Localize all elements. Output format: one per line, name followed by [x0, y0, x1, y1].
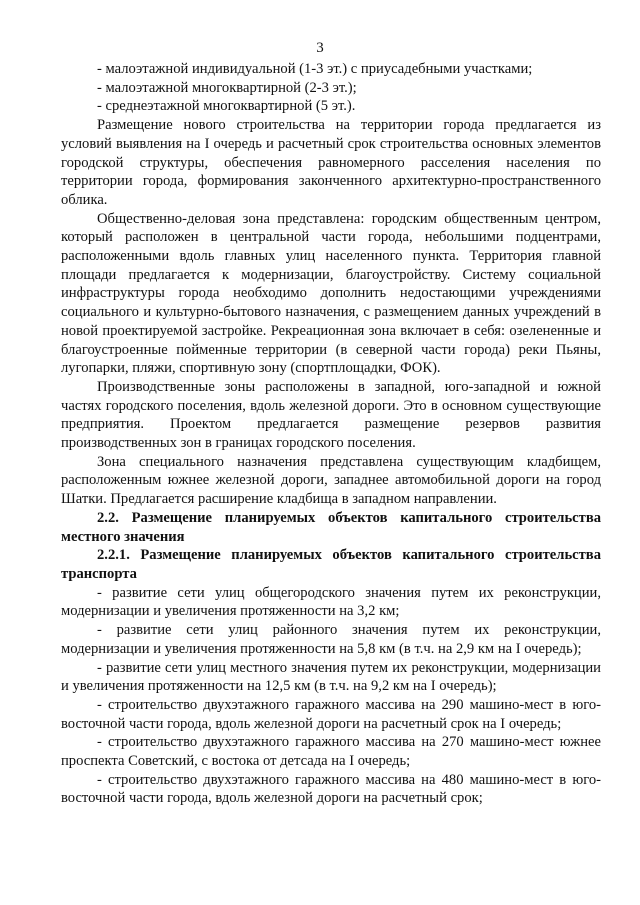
list-item-garage-270: - строительство двухэтажного гаражного массива на 270 машино-мест южнее проспекта Советский, с востока от детсада на I очередь;: [61, 734, 601, 770]
section-heading-2-2-1: 2.2.1. Размещение планируемых объектов капитального строительства транспорта: [61, 547, 601, 582]
section-heading-2-2: 2.2. Размещение планируемых объектов капитального строительства местного значения: [61, 509, 601, 545]
list-item-mid-rise-apartment: - среднеэтажной многоквартирной (5 эт.).: [97, 98, 356, 115]
page-number: 3: [316, 40, 324, 56]
list-item-citywide-streets: - развитие сети улиц общегородского значения путем их реконструкции, модернизации и увеличения протяженности на 3,2 км;: [61, 584, 601, 620]
list-item-garage-480: - строительство двухэтажного гаражного массива на 480 машино-мест в юго-восточной части города, вдоль железной дороги на расчетный срок;: [61, 771, 601, 807]
document-body: [61, 60, 601, 808]
list-item-low-rise-individual: - малоэтажной индивидуальной (1-3 эт.) с приусадебными участками;: [97, 61, 533, 77]
list-item-low-rise-apartment: - малоэтажной многоквартирной (2-3 эт.);: [97, 79, 357, 96]
paragraph-special-zone: Зона специального назначения представлена существующим кладбищем, расположенным южнее железной дороги, западнее автомобильной дороги на город Шатки. Предлагается расширение кладбища в западном направлении.: [61, 453, 601, 508]
paragraph-business-zone: Общественно-деловая зона представлена: городским общественным центром, который расположен в центральной части города, небольшими подцентрами, расположенными вдоль главных улиц населенного пункта. Территория главной площади предлагается к модернизации, благоустройству. Систему социальной инфраструктуры города необходимо дополнить недостающими учреждениями социального и культурно-бытового назначения, с размещением данных учреждений в новой проектируемой застройке. Рекреационная зона включает в себя: озелененные и благоустроенные пойменные территории (в северной части города) реки Пьяны, лугопарки, пляжи, спортивную зону (спортплощадки, ФОК).: [61, 210, 601, 377]
paragraph-industrial-zones: Производственные зоны расположены в западной, юго-западной и южной частях городского поселения, вдоль железной дороги. Это в основном существующие предприятия. Проектом предлагается размещение резервов развития производственных зон в границах городского поселения.: [61, 378, 601, 452]
list-item-garage-290: - строительство двухэтажного гаражного массива на 290 машино-мест в юго-восточной части города, вдоль железной дороги на расчетный срок на I очередь;: [61, 696, 601, 732]
list-item-local-streets: - развитие сети улиц местного значения путем их реконструкции, модернизации и увеличения протяженности на 12,5 км (в т.ч. на 9,2 км на I очередь);: [61, 659, 601, 695]
list-item-district-streets: - развитие сети улиц районного значения путем их реконструкции, модернизации и увеличения протяженности на 5,8 км (в т.ч. на 2,9 км на I очередь);: [61, 622, 601, 657]
paragraph-new-construction: Размещение нового строительства на территории города предлагается из условий выявления на I очередь и расчетный срок строительства основных элементов городской структуры, обеспечения равномерного расселения населения по территории города, формирования законченного архитектурно-пространственного облика.: [61, 117, 601, 208]
